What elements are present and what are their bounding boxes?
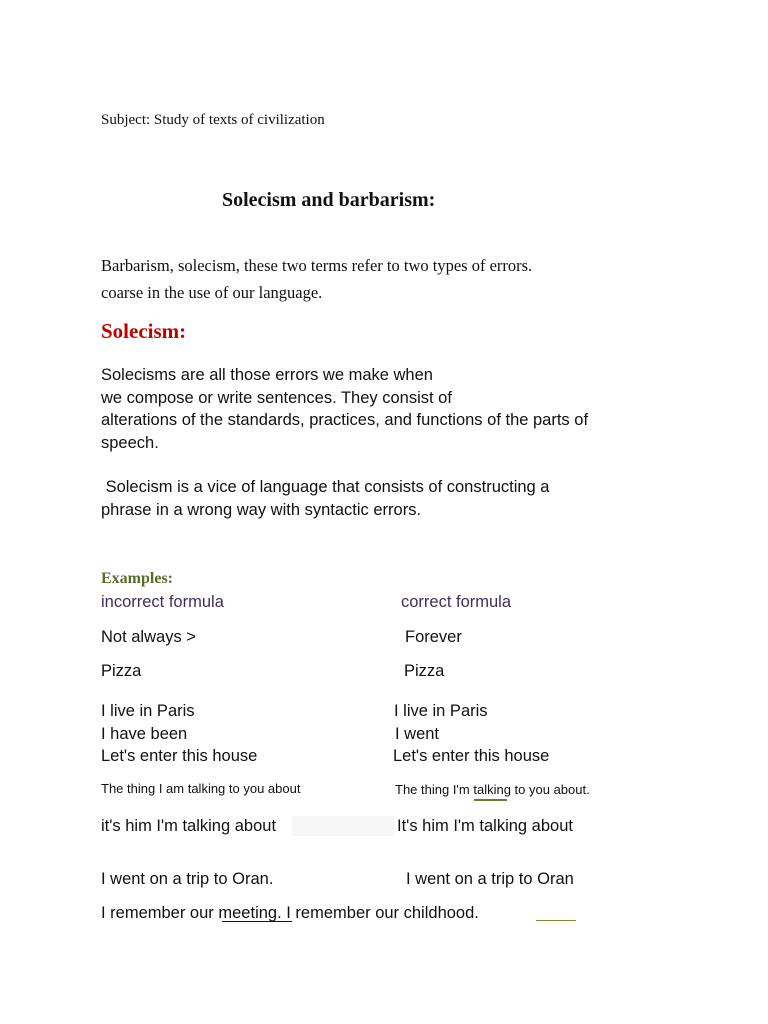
- incorrect-example: I went on a trip to Oran.: [101, 870, 274, 888]
- correct-example: Pizza: [404, 662, 445, 680]
- correct-example: It's him I'm talking about: [397, 817, 573, 835]
- correct-example: Forever: [405, 628, 462, 646]
- closing-sentence-start: I remember our: [101, 904, 214, 922]
- incorrect-example: Pizza: [101, 662, 142, 680]
- closing-sentence-end: . I remember our childhood.: [277, 904, 479, 922]
- word-underline: [222, 921, 292, 922]
- paragraph-line: speech.: [101, 433, 159, 452]
- paragraph-line: phrase in a wrong way with syntactic errors.: [101, 500, 422, 519]
- incorrect-example: I have been: [101, 725, 188, 743]
- intro-line-1: Barbarism, solecism, these two terms refer to two types of errors.: [101, 256, 533, 275]
- paragraph-line: we compose or write sentences. They consist of: [101, 388, 452, 407]
- grammar-underline: [474, 799, 507, 801]
- highlight-block: [292, 816, 394, 836]
- paragraph-line: Solecism is a vice of language that consists of constructing a: [101, 478, 550, 496]
- underlined-word: meeting: [213, 904, 278, 922]
- correct-column-header: correct formula: [401, 593, 512, 611]
- subject-line: Subject: Study of texts of civilization: [101, 112, 325, 128]
- document-title: Solecism and barbarism:: [222, 189, 436, 211]
- correct-example: I live in Paris: [394, 702, 488, 720]
- definition-paragraph: [101, 364, 588, 454]
- incorrect-example: I live in Paris: [101, 702, 195, 720]
- correct-example: I went: [395, 725, 440, 743]
- vice-paragraph: [101, 476, 549, 521]
- paragraph-line: Solecisms are all those errors we make when: [101, 366, 433, 384]
- incorrect-example: Let's enter this house: [101, 747, 258, 765]
- incorrect-column-header: incorrect formula: [101, 593, 224, 611]
- correct-example: Let's enter this house: [393, 747, 550, 765]
- intro-line-2: coarse in the use of our language.: [101, 283, 323, 302]
- incorrect-example: The thing I am talking to you about: [101, 781, 301, 796]
- blank-line: [536, 920, 576, 921]
- examples-heading: Examples:: [101, 570, 173, 587]
- incorrect-example: it's him I'm talking about: [101, 817, 277, 835]
- correct-example: I went on a trip to Oran: [406, 870, 574, 888]
- section-heading-solecism: Solecism:: [101, 319, 187, 343]
- incorrect-example: Not always >: [101, 628, 196, 646]
- paragraph-line: alterations of the standards, practices, and functions of the parts of: [101, 411, 589, 429]
- correct-example: The thing I'm talking to you about.: [395, 782, 590, 797]
